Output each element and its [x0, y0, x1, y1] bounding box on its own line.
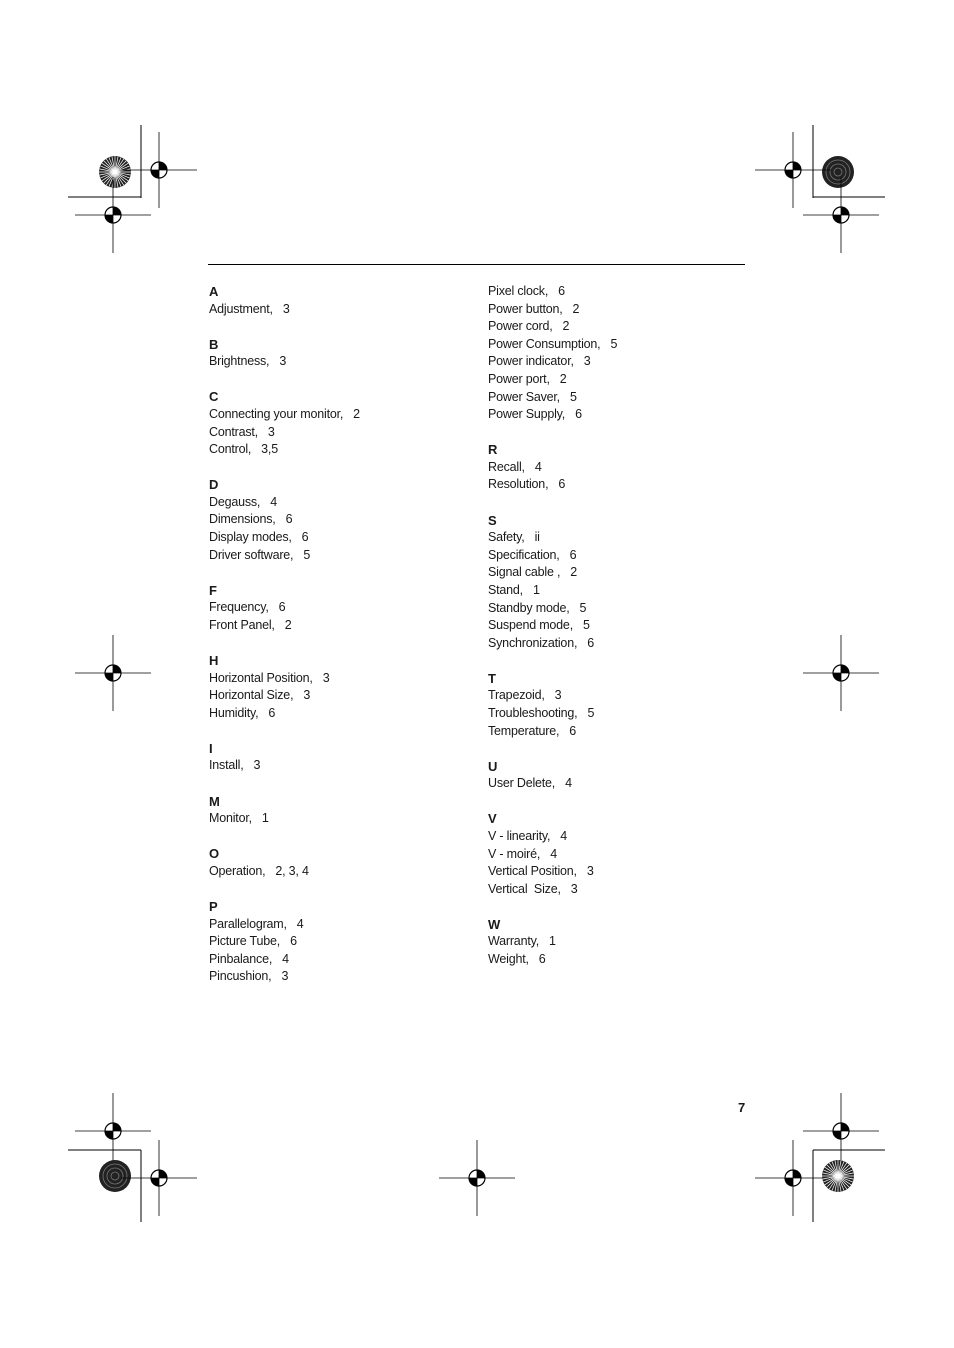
index-group [488, 916, 738, 969]
index-entry [209, 441, 459, 459]
index-entry [488, 951, 738, 969]
index-entry [209, 547, 459, 565]
index-page-ref: 4 [550, 846, 557, 861]
index-column-left [209, 283, 459, 1003]
index-page-ref: 4 [565, 776, 572, 791]
index-term: V - moiré, [488, 846, 541, 861]
index-term: Suspend mode, [488, 618, 573, 633]
index-term: Front Panel, [209, 617, 275, 632]
index-term: Vertical Size, [488, 881, 561, 896]
index-letter-heading: U [488, 758, 498, 774]
index-group [209, 845, 459, 880]
index-entry [488, 529, 738, 547]
index-term: Weight, [488, 952, 529, 966]
index-page-ref: 3 [554, 688, 562, 703]
index-page-ref: 4 [282, 951, 289, 966]
index-term: Adjustment, [209, 301, 273, 316]
index-letter-heading: S [488, 512, 497, 528]
index-letter-heading: T [488, 670, 496, 686]
index-entry [209, 617, 459, 635]
index-page-ref: 5 [587, 705, 595, 720]
index-term: Driver software, [209, 547, 294, 562]
index-page-ref: 6 [268, 705, 276, 720]
index-entry [488, 476, 738, 494]
index-entry [488, 863, 738, 881]
index-page-ref: 6 [569, 723, 577, 738]
index-group [209, 336, 459, 371]
index-term: V - linearity, [488, 828, 551, 843]
index-group [488, 512, 738, 653]
index-term: Pinbalance, [209, 951, 273, 966]
index-entry [488, 406, 738, 424]
index-group [488, 441, 738, 494]
index-page-ref: 3,5 [261, 442, 278, 457]
index-page-ref: 6 [587, 635, 594, 650]
index-column-right [488, 283, 738, 986]
index-group [488, 670, 738, 740]
index-term: Power cord, [488, 319, 553, 334]
index-page-ref: 3 [303, 688, 311, 703]
index-page-ref: 6 [278, 600, 286, 615]
index-entry [488, 336, 738, 354]
index-entry [488, 582, 738, 600]
index-letter-heading: W [488, 916, 501, 932]
index-term: Power button, [488, 301, 563, 316]
index-page-ref: 3 [583, 354, 591, 369]
index-page-ref: 2 [559, 371, 567, 386]
index-letter-heading: C [209, 389, 219, 405]
index-page-ref: 6 [558, 477, 566, 492]
index-page-ref: 5 [303, 547, 311, 562]
index-term: Trapezoid, [488, 688, 545, 703]
index-letter-heading: M [209, 793, 220, 809]
index-letter-heading: A [209, 284, 219, 299]
index-entry [488, 318, 738, 336]
index-letter-heading: H [209, 653, 219, 668]
index-page-ref: 3 [570, 881, 578, 896]
index-term: Horizontal Size, [209, 688, 294, 703]
index-page-ref: 3 [282, 301, 290, 316]
index-entry [488, 389, 738, 407]
index-page-ref: 3 [322, 670, 330, 685]
index-letter-heading: P [209, 898, 218, 914]
index-term: Recall, [488, 459, 525, 474]
index-page-ref: 5 [579, 600, 587, 615]
index-entry [488, 564, 738, 582]
index-page-ref: 2 [562, 319, 570, 334]
index-page-ref: 5 [610, 336, 618, 351]
index-entry [209, 863, 459, 881]
index-page-ref: 4 [270, 494, 277, 509]
index-term: Warranty, [488, 934, 539, 949]
index-entry [209, 933, 459, 951]
index-term: Specification, [488, 547, 560, 562]
index-term: Pixel clock, [488, 284, 549, 298]
index-page-ref: 4 [560, 828, 568, 843]
index-term: Power indicator, [488, 354, 574, 369]
index-page-ref: 1 [532, 582, 540, 597]
index-term: Vertical Position, [488, 864, 577, 879]
index-term: Parallelogram, [209, 916, 287, 931]
index-entry [488, 933, 738, 951]
index-term: Monitor, [209, 811, 252, 826]
index-entry [209, 511, 459, 529]
index-entry [488, 371, 738, 389]
index-term: Picture Tube, [209, 934, 281, 949]
index-page-ref: 3 [281, 969, 289, 984]
index-term: Synchronization, [488, 635, 578, 650]
index-letter-heading: V [488, 811, 497, 827]
index-group [209, 388, 459, 458]
index-term: Horizontal Position, [209, 670, 313, 685]
index-term: Pincushion, [209, 969, 272, 984]
index-entry [209, 353, 459, 371]
index-entry [488, 705, 738, 723]
index-term: Signal cable , [488, 565, 561, 580]
index-entry [209, 810, 459, 828]
index-term: Display modes, [209, 530, 292, 545]
index-entry [488, 459, 738, 477]
index-letter-heading: B [209, 336, 219, 352]
index-page-ref: 5 [569, 389, 577, 404]
index-entry [209, 424, 459, 442]
index-page-ref: 4 [296, 916, 304, 931]
index-page-ref: 6 [558, 284, 565, 298]
index-term: Operation, [209, 863, 266, 878]
index-term: Temperature, [488, 723, 560, 738]
index-term: Power Supply, [488, 407, 566, 422]
index-letter-heading: R [488, 442, 498, 458]
index-term: Connecting your monitor, [209, 406, 344, 421]
header-rule [208, 264, 745, 265]
index-entry [488, 353, 738, 371]
index-letter-heading: D [209, 477, 219, 493]
index-term: Standby mode, [488, 600, 570, 615]
index-page-ref: 1 [548, 934, 556, 949]
index-page-ref: 6 [290, 934, 297, 949]
index-term: Contrast, [209, 424, 258, 439]
index-page-ref: 3 [586, 864, 594, 879]
index-term: Stand, [488, 582, 523, 597]
index-page-ref: 2 [353, 406, 360, 421]
index-page-ref: 1 [261, 811, 269, 826]
index-group [209, 793, 459, 828]
index-entry [209, 757, 459, 775]
index-page-ref: 5 [582, 618, 590, 633]
index-term: Power Consumption, [488, 336, 601, 351]
index-entry [488, 828, 738, 846]
index-page-ref: 3 [279, 354, 287, 369]
index-term: Safety, [488, 530, 525, 545]
index-entry [488, 283, 738, 301]
index-entry [488, 635, 738, 653]
index-entry [209, 494, 459, 512]
index-group [209, 283, 459, 318]
index-entry [488, 775, 738, 793]
index-entry [209, 705, 459, 723]
index-entry [488, 600, 738, 618]
index-page-ref: 6 [301, 530, 309, 545]
index-entry [488, 846, 738, 864]
index-term: Frequency, [209, 600, 269, 615]
page-number: 7 [738, 1100, 746, 1115]
index-group [209, 582, 459, 635]
index-entry [209, 968, 459, 986]
index-term: Brightness, [209, 354, 270, 369]
index-entry [209, 670, 459, 688]
index-group [209, 476, 459, 564]
index-page-ref: 6 [569, 547, 577, 562]
index-entry [209, 951, 459, 969]
index-term: Control, [209, 442, 252, 457]
index-term: Power Saver, [488, 389, 560, 404]
index-page-ref: 3 [253, 758, 261, 773]
index-letter-heading: I [209, 740, 213, 756]
index-entry [488, 301, 738, 319]
index-term: Humidity, [209, 705, 259, 720]
index-page-ref: ii [534, 530, 540, 545]
index-group [209, 740, 459, 775]
index-entry [209, 916, 459, 934]
index-group [488, 758, 738, 793]
index-page-ref: 2, 3, 4 [275, 863, 309, 878]
index-page-ref: 2 [572, 301, 580, 316]
index-entry [488, 881, 738, 899]
index-letter-heading: O [209, 846, 220, 862]
index-page-ref: 4 [534, 459, 542, 474]
index-group [488, 283, 738, 424]
index-entry [488, 723, 738, 741]
index-term: Degauss, [209, 494, 261, 509]
index-page-ref: 6 [575, 407, 582, 422]
index-entry [209, 406, 459, 424]
index-page-ref: 3 [267, 424, 275, 439]
index-letter-heading: F [209, 582, 217, 598]
index-group [209, 898, 459, 986]
index-entry [209, 301, 459, 319]
index-term: Install, [209, 758, 244, 773]
index-entry [488, 617, 738, 635]
index-term: Dimensions, [209, 512, 276, 527]
index-term: Resolution, [488, 477, 549, 492]
index-term: User Delete, [488, 776, 556, 791]
index-page-ref: 6 [285, 512, 293, 527]
index-term: Troubleshooting, [488, 705, 578, 720]
index-group [209, 652, 459, 722]
index-page-ref: 2 [570, 565, 578, 580]
index-page-ref: 2 [284, 617, 292, 632]
index-term: Power port, [488, 371, 550, 386]
index-page-ref: 6 [538, 952, 546, 966]
index-entry [209, 687, 459, 705]
index-entry [209, 599, 459, 617]
index-entry [488, 547, 738, 565]
index-group [488, 810, 738, 898]
index-entry [488, 687, 738, 705]
index-entry [209, 529, 459, 547]
